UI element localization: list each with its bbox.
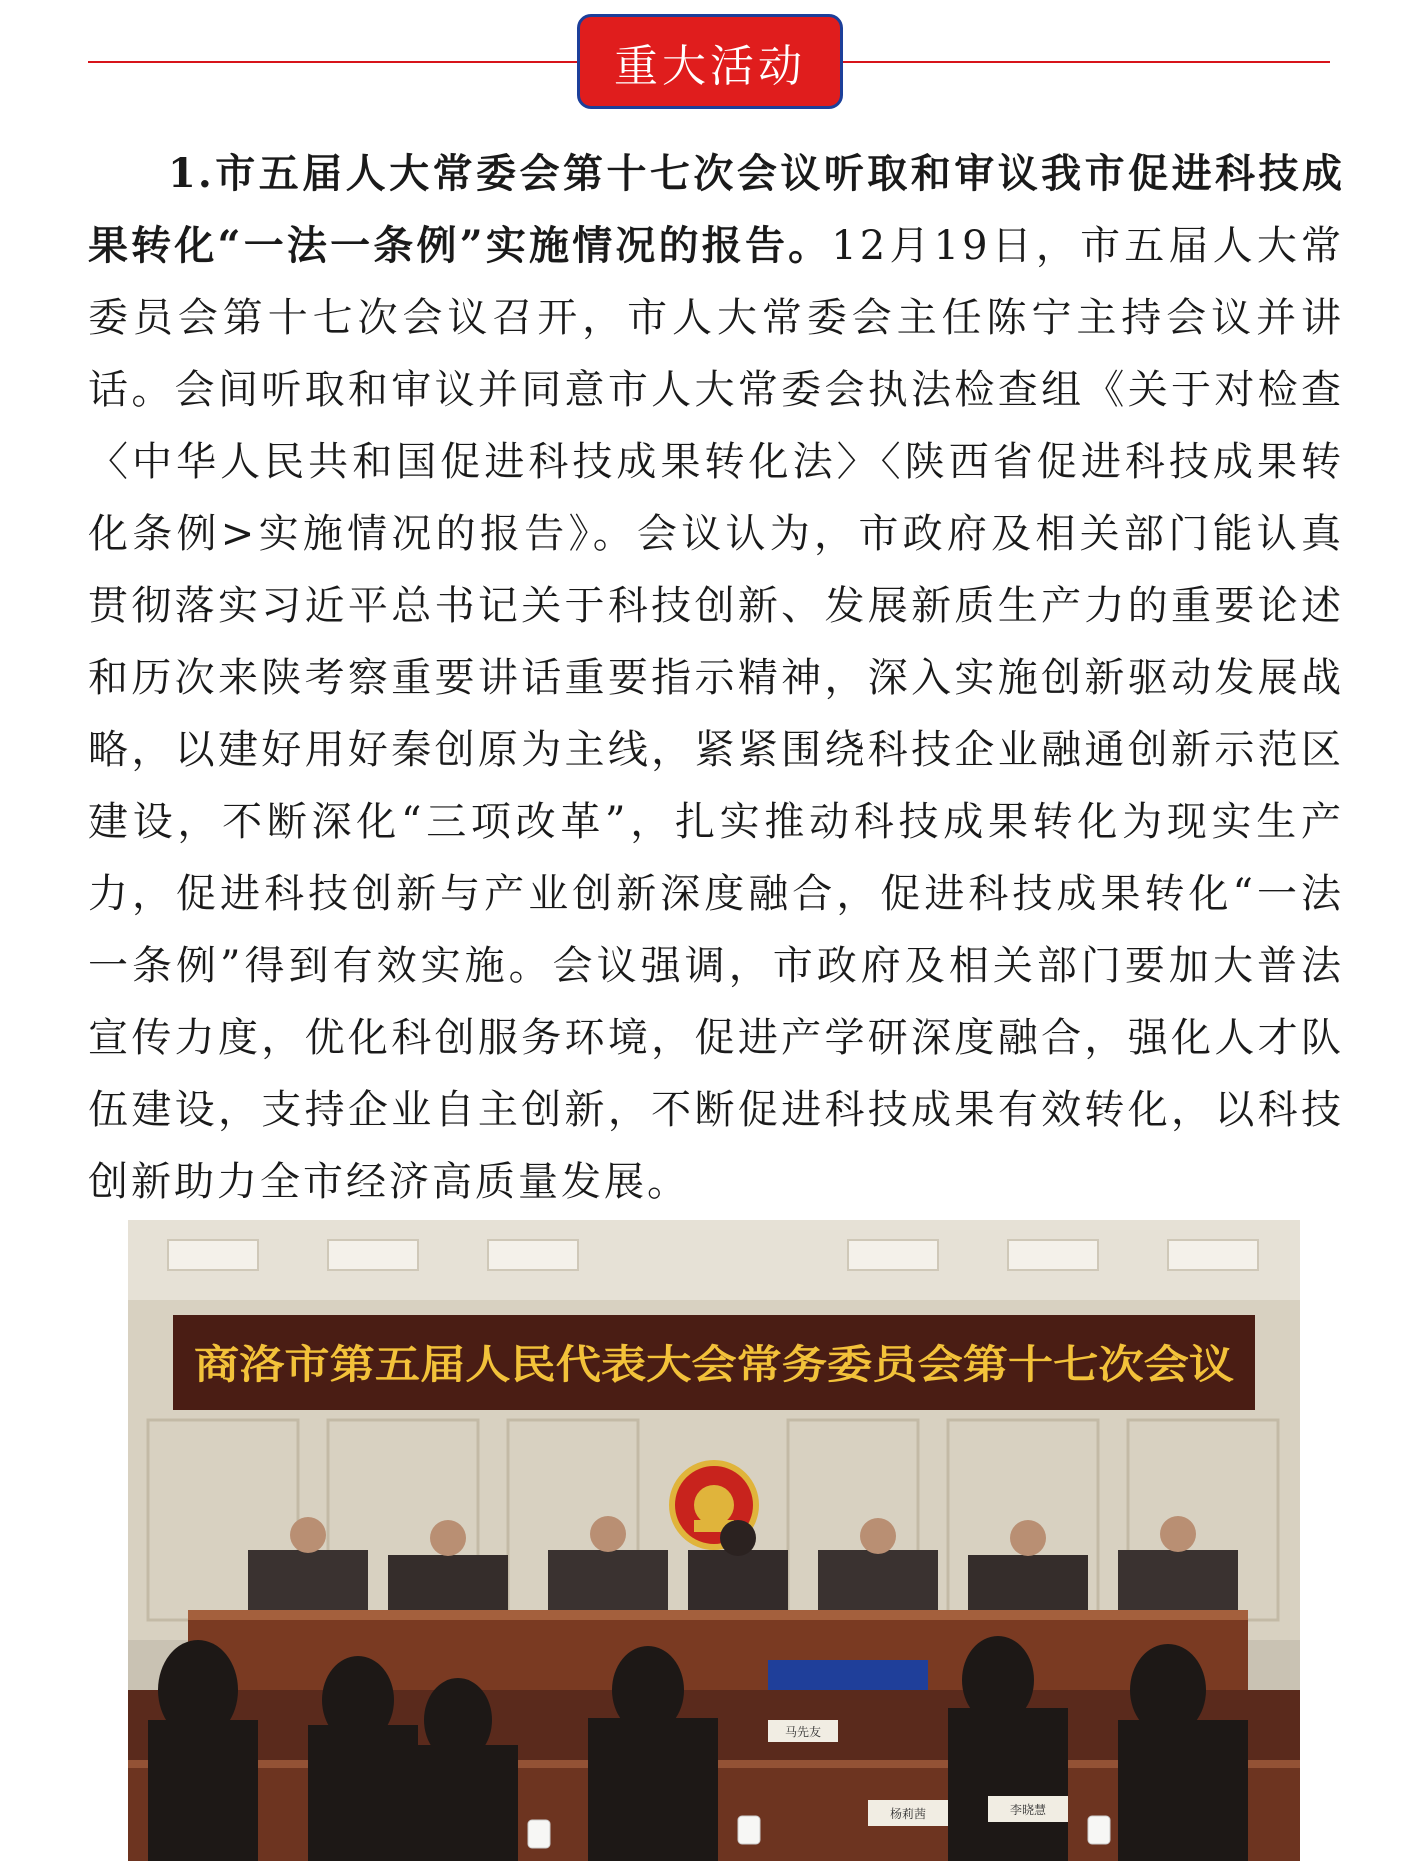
article-body (88, 138, 1344, 1218)
nameplate-text: 马先友 (784, 1725, 822, 1739)
ceiling (128, 1220, 1300, 1300)
article-paragraph (88, 138, 1344, 1218)
article-text: 12月19日，市五届人大常委员会第十七次会议召开，市人大常委会主任陈宁主持会议并讲话。会间听取和审议并同意市人大常委会执法检查组《关于对检查〈中华人民共和国促进科技成果转化法〉〈陕西省促进科技成果转化条例>实施情况的报告》。会议认为，市政府及相关部门能认真贯彻落实习近平总书记关于科技创新、发展新质生产力的重要论述和历次来陕考察重要讲话重要指示精神，深入实施创新驱动发展战略，以建好用好秦创原为主线，紧紧围绕科技企业融通创新示范区建设，不断深化“三项改革”，扎实推动科技成果转化为现实生产力，促进科技创新与产业创新深度融合，促进科技成果转化“一法一条例”得到有效实施。会议强调，市政府及相关部门要加大普法宣传力度，优化科创服务环境，促进产学研深度融合，强化人才队伍建设，支持企业自主创新，不断促进科技成果有效转化，以科技创新助力全市经济高质量发展。 (88, 223, 1345, 1205)
meeting-photo (128, 1220, 1300, 1861)
meeting-photo-illustration (128, 1220, 1300, 1861)
nameplate-text: 杨莉茜 (889, 1807, 927, 1821)
article-lead: 1.市五届人大常委会第十七次会议听取和审议我市促进科技成果转化“一法一条例”实施情况的报告。 (88, 150, 1344, 269)
section-title: 重大活动 (614, 40, 806, 92)
banner-text: 商洛市第五届人民代表大会常务委员会第十七次会议 (194, 1341, 1234, 1388)
nameplate-text: 李晓慧 (1009, 1803, 1047, 1817)
section-header-badge (577, 14, 843, 109)
